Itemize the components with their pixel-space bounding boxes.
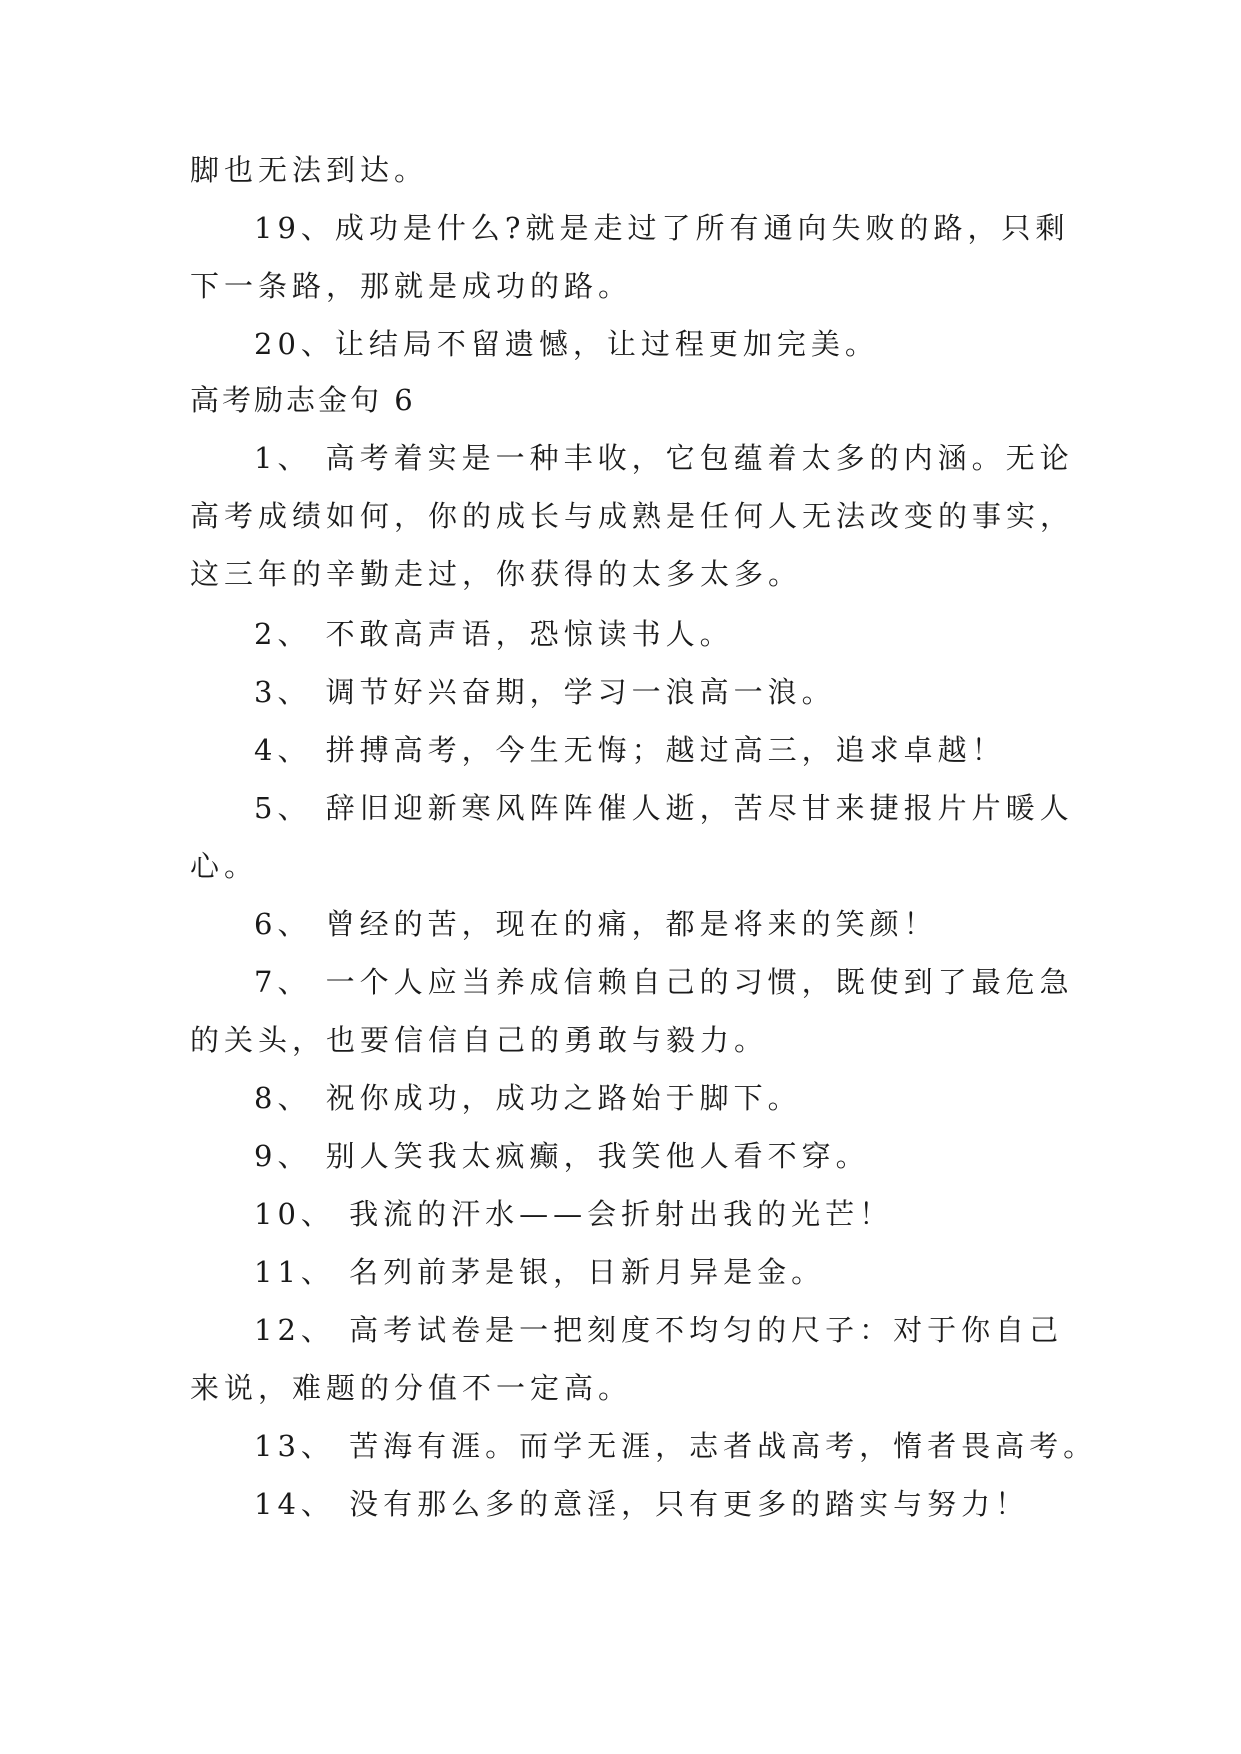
text-line: 6、 曾经的苦，现在的痛，都是将来的笑颜！ [254,907,938,941]
text-line: 来说，难题的分值不一定高。 [190,1371,633,1405]
section-heading: 高考励志金句 6 [190,383,416,417]
text-line: 13、 苦海有涯。而学无涯，志者战高考，惰者畏高考。 [254,1429,1098,1463]
text-line: 2、 不敢高声语，恐惊读书人。 [254,617,734,651]
text-line: 19、成功是什么?就是走过了所有通向失败的路，只剩 [254,211,1070,245]
text-line: 3、 调节好兴奋期，学习一浪高一浪。 [254,675,836,709]
text-line: 10、 我流的汗水——会折射出我的光芒！ [254,1197,894,1231]
text-line: 9、 别人笑我太疯癫，我笑他人看不穿。 [254,1139,870,1173]
text-line: 14、 没有那么多的意淫，只有更多的踏实与努力！ [254,1487,1030,1521]
text-line: 8、 祝你成功，成功之路始于脚下。 [254,1081,802,1115]
text-line: 7、 一个人应当养成信赖自己的习惯，既使到了最危急 [254,965,1074,999]
text-line: 11、 名列前茅是银，日新月异是金。 [254,1255,826,1289]
text-line: 5、 辞旧迎新寒风阵阵催人逝，苦尽甘来捷报片片暖人 [254,791,1074,825]
text-line: 20、让结局不留遗憾，让过程更加完美。 [254,327,879,361]
text-line: 的关头，也要信信自己的勇敢与毅力。 [190,1023,769,1057]
text-line: 脚也无法到达。 [190,153,429,187]
text-line: 下一条路，那就是成功的路。 [190,269,633,303]
text-line: 高考成绩如何，你的成长与成熟是任何人无法改变的事实， [190,499,1075,533]
text-line: 心。 [190,849,259,883]
text-line: 4、 拼搏高考，今生无悔；越过高三，追求卓越！ [254,733,1006,767]
text-line: 这三年的辛勤走过，你获得的太多太多。 [190,557,803,591]
text-line: 12、 高考试卷是一把刻度不均匀的尺子：对于你自己 [254,1313,1064,1347]
text-line: 1、 高考着实是一种丰收，它包蕴着太多的内涵。无论 [254,441,1074,475]
